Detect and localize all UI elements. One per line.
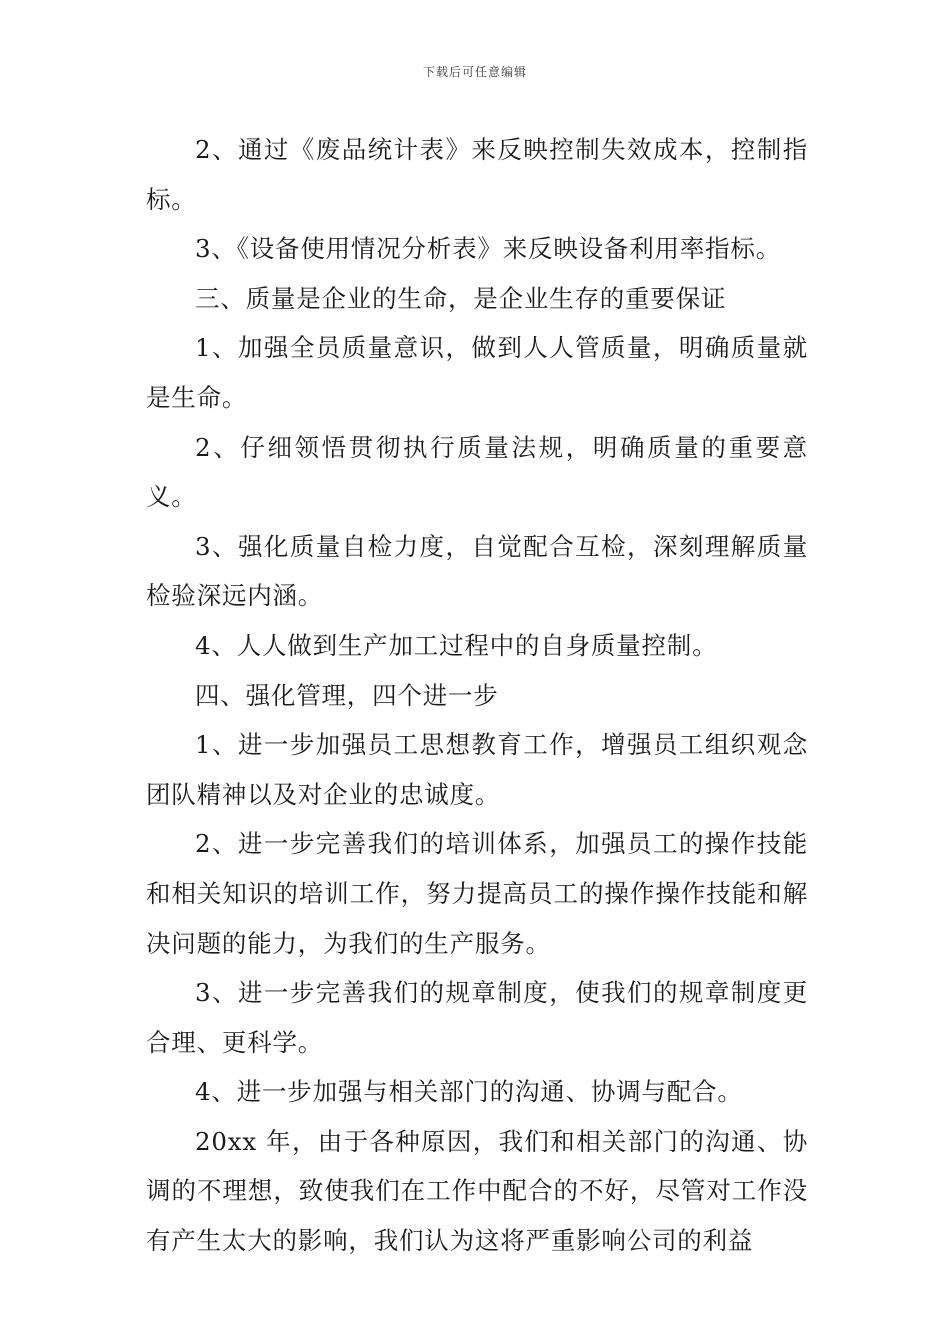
paragraph-10: 2、进一步完善我们的培训体系，加强员工的操作技能和相关知识的培训工作，努力提高员工的操作操作技能和解决问题的能力，为我们的生产服务。 bbox=[146, 829, 808, 958]
paragraph-4: 1、加强全员质量意识，做到人人管质量，明确质量就是生命。 bbox=[146, 333, 808, 412]
paragraph-2: 3、《设备使用情况分析表》来反映设备利用率指标。 bbox=[195, 234, 782, 264]
paragraph-13: 20xx 年，由于各种原因，我们和相关部门的沟通、协调的不理想，致使我们在工作中配合的不好，尽管对工作没有产生太大的影响，我们认为这将严重影响公司的利益 bbox=[146, 1126, 808, 1256]
paragraph-6: 3、强化质量自检力度，自觉配合互检，深刻理解质量检验深远内涵。 bbox=[146, 531, 808, 611]
paragraph-7: 4、人人做到生产加工过程中的自身质量控制。 bbox=[195, 630, 718, 660]
paragraph-9: 1、进一步加强员工思想教育工作，增强员工组织观念团队精神以及对企业的忠诚度。 bbox=[146, 730, 808, 809]
paragraph-12: 4、进一步加强与相关部门的沟通、协调与配合。 bbox=[195, 1077, 743, 1107]
page-header-note: 下载后可任意编辑 bbox=[422, 65, 527, 79]
document-body bbox=[146, 125, 808, 1266]
paragraph-1: 2、通过《废品统计表》来反映控制失效成本，控制指标。 bbox=[146, 135, 808, 214]
paragraph-11: 3、进一步完善我们的规章制度，使我们的规章制度更合理、更科学。 bbox=[146, 978, 808, 1057]
section-heading-3: 三、质量是企业的生命，是企业生存的重要保证 bbox=[195, 283, 727, 313]
section-heading-4: 四、强化管理，四个进一步 bbox=[195, 680, 499, 710]
paragraph-5: 2、仔细领悟贯彻执行质量法规，明确质量的重要意义。 bbox=[146, 432, 808, 512]
